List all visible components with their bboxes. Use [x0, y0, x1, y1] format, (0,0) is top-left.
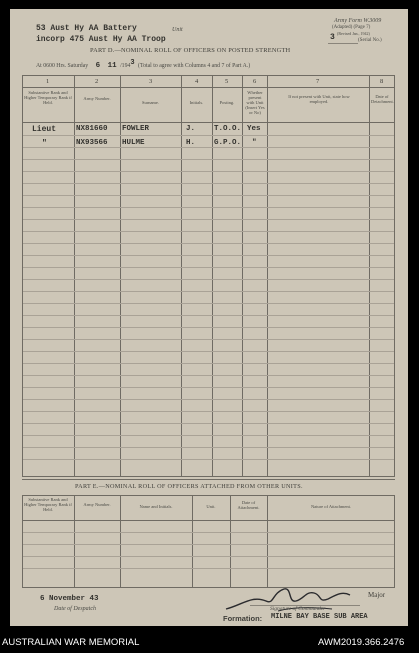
col-header-army-number: Army Number. — [83, 96, 111, 101]
table-d-header-bottom — [22, 122, 395, 123]
date-prefix: At 0600 Hrs. Saturday — [36, 62, 89, 69]
e-header-rank: Substantive Rank and Higher Temporary Rank if Held. — [24, 497, 72, 512]
signature-label: Signature of Commander — [270, 606, 326, 612]
row-1-number: NX81660 — [76, 125, 108, 133]
serial-number: 3 — [330, 33, 335, 42]
table-e-col-3 — [192, 495, 193, 587]
col-header-present: Whether present with Unit (Insert Yes or No) — [245, 90, 265, 115]
row-1-rank: Lieut — [32, 125, 57, 134]
serial-label: (Serial No.) — [358, 38, 382, 43]
caption-right: AWM2019.366.2476 — [318, 637, 405, 648]
table-e-col-2 — [120, 495, 121, 587]
row-2-posting: G.P.O. — [214, 139, 242, 147]
table-d-right — [394, 75, 395, 476]
col-header-posting: Posting. — [219, 100, 235, 105]
col-number-2: 2 — [95, 78, 99, 85]
col-number-7: 7 — [316, 78, 320, 85]
archive-caption — [0, 631, 419, 653]
unit-label: Unit — [172, 27, 183, 33]
table-d-bottom — [22, 476, 395, 477]
form-adapted: (Adapted) (Page 7) — [332, 25, 371, 30]
part-d-title: PART D.—NOMINAL ROLL OF OFFICERS ON POSTED STRENGTH — [90, 47, 291, 54]
row-1-surname: FOWLER — [122, 125, 150, 133]
col-number-6: 6 — [253, 78, 257, 85]
row-1-present: Yes — [247, 125, 261, 133]
table-e-col-1 — [74, 495, 75, 587]
date-month: 11 — [107, 61, 117, 70]
table-e-top — [22, 495, 395, 496]
form-revised: (Revised Jan., 1942) — [337, 31, 370, 36]
col-number-3: 3 — [149, 78, 153, 85]
unit-line-1: 53 Aust Hy AA Battery — [36, 24, 137, 33]
col-number-4: 4 — [195, 78, 199, 85]
row-2-number: NX93566 — [76, 139, 108, 147]
table-e-right — [394, 495, 395, 587]
serial-underline — [328, 43, 358, 44]
e-header-army-number: Army Number. — [83, 502, 111, 507]
date-year-digit: 3 — [130, 59, 135, 67]
signature-rank: Major — [368, 591, 386, 599]
col-header-employed: If not present with Unit, state how employed. — [288, 94, 350, 104]
form-page — [10, 9, 408, 626]
formation-value: MILNE BAY BASE SUB AREA — [271, 613, 368, 621]
date-day: 6 — [95, 61, 101, 70]
table-d-top — [22, 75, 395, 76]
table-e-header-bottom — [22, 520, 395, 521]
col-header-surname: Surname. — [141, 100, 160, 105]
table-e-col-4 — [230, 495, 231, 587]
date-line — [36, 59, 250, 70]
part-e-top-rule — [22, 479, 395, 480]
e-header-unit: Unit. — [206, 504, 216, 509]
e-header-name: Name and Initials. — [139, 504, 173, 509]
caption-left: AUSTRALIAN WAR MEMORIAL — [2, 637, 140, 648]
row-2-present: " — [252, 139, 257, 147]
unit-line-2: incorp 475 Aust Hy AA Troop — [36, 35, 166, 44]
despatch-date: 6 November 43 — [40, 595, 99, 603]
part-e-title: PART E.—NOMINAL ROLL OF OFFICERS ATTACHED FROM OTHER UNITS. — [75, 483, 303, 490]
table-e-col-5 — [267, 495, 268, 587]
formation-label: Formation: — [223, 614, 263, 623]
despatch-label: Date of Despatch — [54, 606, 96, 612]
e-header-nature: Nature of Attachment. — [310, 504, 352, 509]
row-1-posting: T.O.O. — [214, 125, 242, 133]
col-number-8: 8 — [380, 78, 384, 85]
col-header-initials: Initials. — [189, 100, 204, 105]
date-year-prefix: /194 — [120, 62, 131, 69]
row-2-rank: " — [42, 139, 47, 148]
form-title: Army Form W.3009 — [334, 18, 382, 24]
col-number-5: 5 — [225, 78, 229, 85]
row-2-surname: HULME — [122, 139, 145, 147]
col-number-1: 1 — [46, 78, 50, 85]
e-header-date: Date of Attachment. — [237, 500, 260, 510]
row-2-initials: H. — [186, 139, 196, 147]
col-header-detachment: Date of Detachment. — [371, 94, 394, 104]
table-e-left — [22, 495, 23, 587]
date-suffix: (Total to agree with Columns 4 and 7 of Part A.) — [138, 62, 251, 69]
col-header-rank: Substantive Rank and Higher Temporary Rank if Held. — [24, 90, 72, 105]
table-d-numbers-bottom — [22, 87, 395, 88]
row-1-initials: J. — [186, 125, 196, 133]
